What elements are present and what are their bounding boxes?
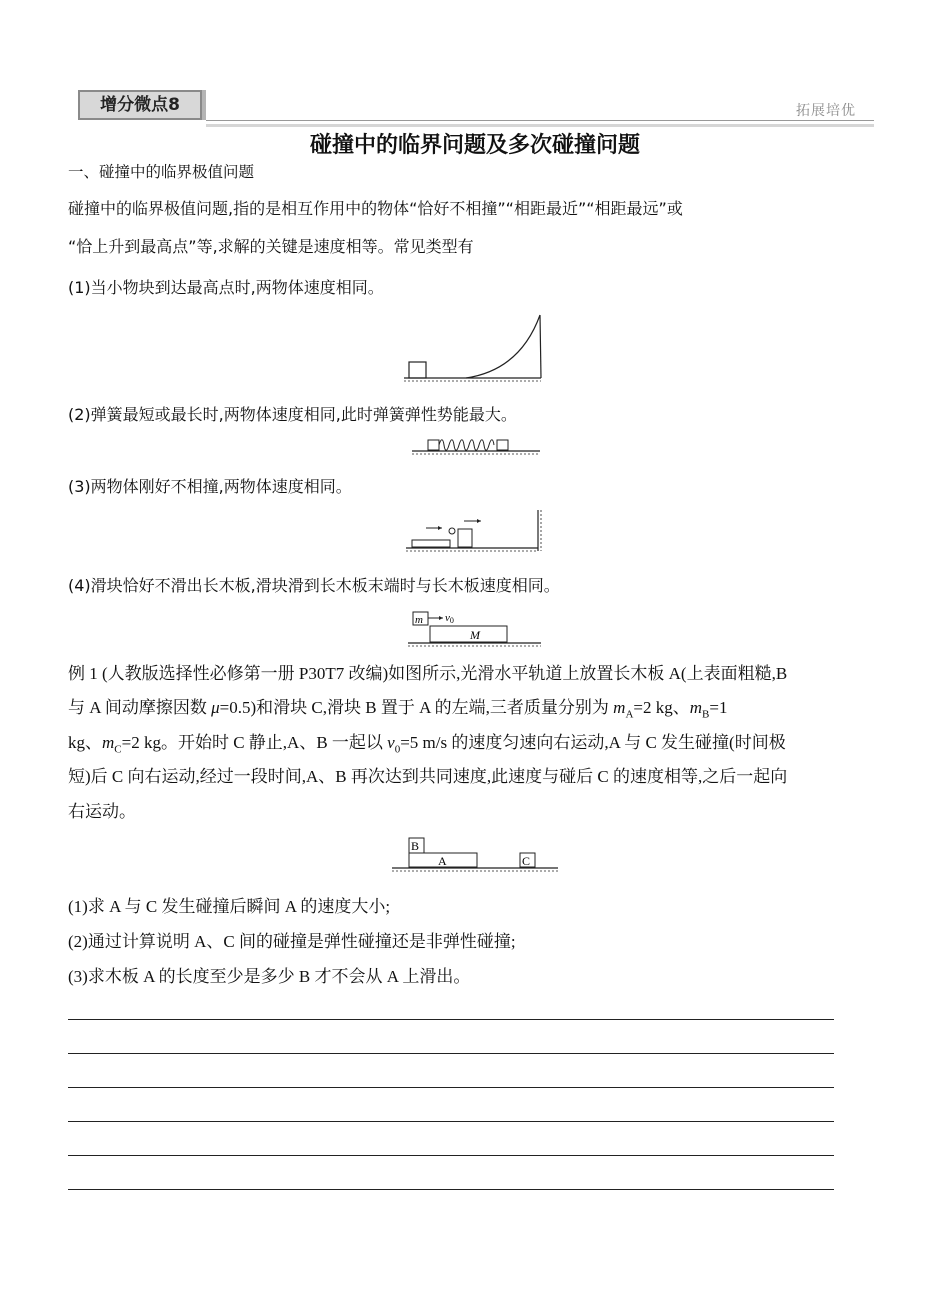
ex-fig-label-c: C: [522, 854, 531, 868]
example-line-4: 短)后 C 向右运动,经过一段时间,A、B 再次达到共同速度,此速度与碰后 C 的速度相等,之后一起向: [68, 767, 788, 786]
page-title: 碰撞中的临界问题及多次碰撞问题: [309, 133, 640, 158]
answer-line[interactable]: [68, 1189, 834, 1190]
answer-line[interactable]: [68, 1019, 834, 1020]
case-item-3: (3)两物体刚好不相撞,两物体速度相同。: [68, 477, 352, 496]
case-item-2: (2)弹簧最短或最长时,两物体速度相同,此时弹簧弹性势能最大。: [68, 405, 517, 424]
intro-line-1: 碰撞中的临界极值问题,指的是相互作用中的物体“恰好不相撞”“相距最近”“相距最远”或: [68, 199, 683, 218]
answer-line[interactable]: [68, 1087, 834, 1088]
section-badge: 增分微点8: [78, 90, 202, 120]
fig4-velocity-label: v0: [445, 612, 454, 625]
ex-fig-label-b: B: [411, 839, 420, 853]
ex-fig-label-a: A: [438, 854, 447, 868]
case-item-1: (1)当小物块到达最高点时,两物体速度相同。: [68, 278, 384, 297]
question-3: (3)求木板 A 的长度至少是多少 B 才不会从 A 上滑出。: [68, 967, 471, 986]
example-line-5: 右运动。: [68, 802, 136, 821]
header-right-label: 拓展培优: [796, 103, 856, 119]
answer-line[interactable]: [68, 1155, 834, 1156]
fig4-board-label: M: [470, 628, 480, 642]
question-1: (1)求 A 与 C 发生碰撞后瞬间 A 的速度大小;: [68, 897, 391, 916]
answer-line[interactable]: [68, 1121, 834, 1122]
intro-line-2: “恰上升到最高点”等,求解的关键是速度相等。常见类型有: [68, 237, 474, 256]
example-line-2: 与 A 间动摩擦因数 μ=0.5)和滑块 C,滑块 B 置于 A 的左端,三者质量分别为 $m_A=2$ kg、$m_B=1$: [68, 698, 728, 721]
case-item-4: (4)滑块恰好不滑出长木板,滑块滑到长木板末端时与长木板速度相同。: [68, 576, 560, 595]
answer-line[interactable]: [68, 1053, 834, 1054]
example-line-3: kg、$m_C=2$ kg。开始时 C 静止,A、B 一起以 $v_0=5$ m/s 的速度匀速向右运动,A 与 C 发生碰撞(时间极: [68, 733, 786, 756]
example-line-1: 例 1 (人教版选择性必修第一册 P30T7 改编)如图所示,光滑水平轨道上放置长木板 A(上表面粗糙,B: [68, 664, 788, 683]
section-heading: 一、碰撞中的临界极值问题: [68, 163, 255, 181]
fig4-slider-label: m: [415, 614, 423, 626]
question-2: (2)通过计算说明 A、C 间的碰撞是弹性碰撞还是非弹性碰撞;: [68, 932, 516, 951]
